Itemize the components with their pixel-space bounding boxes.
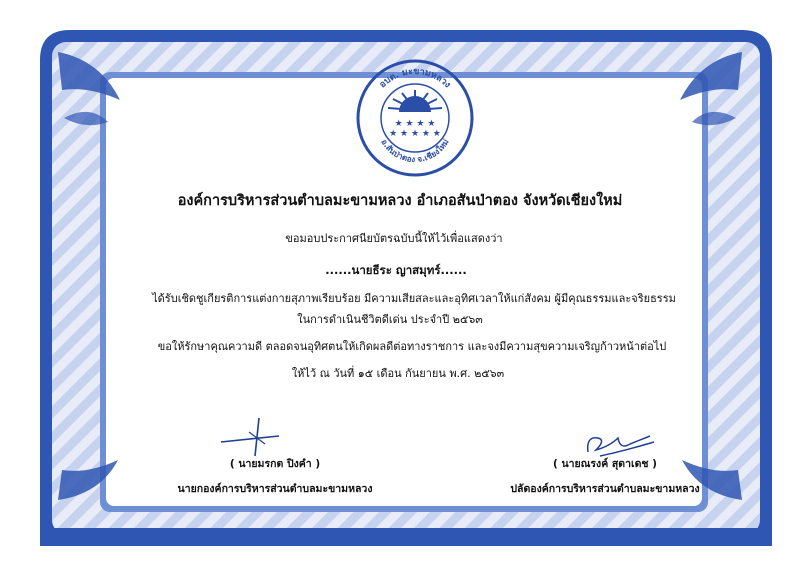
svg-text:★ ★ ★ ★: ★ ★ ★ ★ [394, 119, 436, 129]
organization-seal [355, 58, 475, 178]
seal-bottom-text: อ.สันป่าตอง จ.เชียงใหม่ [379, 137, 451, 165]
certificate-intro: ขอมอบประกาศนียบัตรฉบับนี้ให้ไว้เพื่อแสดงว่า [285, 232, 503, 245]
issue-date: ให้ไว้ ณ วันที่ ๑๕ เดือน กันยายน พ.ศ. ๒๕๖๓ [291, 367, 505, 380]
blessing-text: ขอให้รักษาคุณความดี ตลอดจนอุทิศตนให้เกิดผลดีต่อทางราชการ และจงมีความสุขความเจริญก้าวหน้าต่อไป [157, 340, 667, 353]
seal-top-text: อบต. มะขามหลวง [377, 66, 453, 91]
organization-title: องค์การบริหารส่วนตำบลมะขามหลวง อำเภอสันป่าตอง จังหวัดเชียงใหม่ [177, 193, 623, 209]
svg-text:★ ★ ★ ★ ★: ★ ★ ★ ★ ★ [389, 129, 441, 139]
signer-position-right: ปลัดองค์การบริหารส่วนตำบลมะขามหลวง [510, 483, 700, 495]
signer-position-left: นายกองค์การบริหารส่วนตำบลมะขามหลวง [177, 483, 373, 495]
signature-block-left [160, 455, 390, 497]
signature-block-right [490, 455, 720, 497]
signer-name-left: ( นายมรกต ปิงคำ ) [229, 458, 321, 470]
signer-name-right: ( นายณรงค์ สุดาเดช ) [553, 458, 657, 470]
award-description-line1: ได้รับเชิดชูเกียรติการแต่งกายสุภาพเรียบร้อย มีความเสียสละและอุทิศเวลาให้แก่สังคม ผู้มีคุณธรรมและจริยธรรม [152, 292, 676, 305]
signature-mark-left [215, 414, 285, 459]
stars-icon [389, 119, 441, 139]
svg-text:อบต. มะขามหลวง [378, 67, 452, 90]
recipient-name: ......นายธีระ ญาสมุทร์...... [325, 263, 467, 277]
award-description-line2: ในการดำเนินชีวิตดีเด่น ประจำปี ๒๕๖๓ [297, 313, 483, 326]
